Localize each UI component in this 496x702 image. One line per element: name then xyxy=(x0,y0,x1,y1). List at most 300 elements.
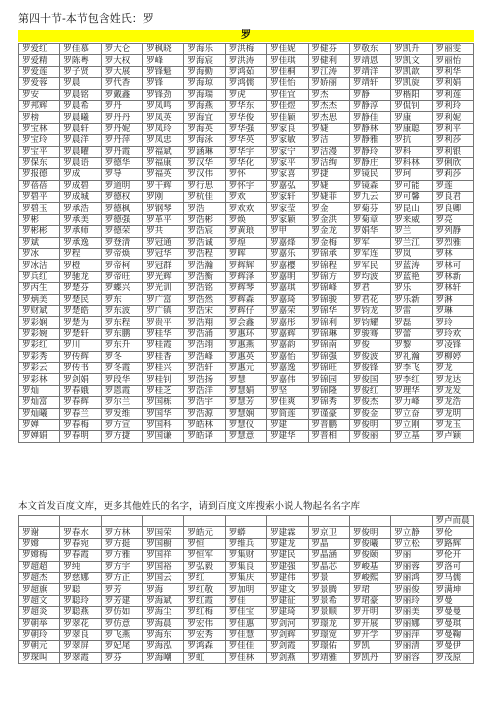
name-cell: 罗嘉韵 xyxy=(267,340,308,351)
name-cell: 罗炳美 xyxy=(19,294,60,305)
name-cell: 罗超文 xyxy=(19,595,60,606)
table-row xyxy=(19,431,474,442)
name-cell: 罗东程 xyxy=(101,317,142,328)
name-cell: 罗可能 xyxy=(391,180,432,191)
name-cell: 罗钧耀 xyxy=(349,317,390,328)
name-cell: 罗俊明 xyxy=(349,419,390,430)
name-cell: 罗蓓蓓 xyxy=(19,180,60,191)
name-cell: 罗锦琳 xyxy=(308,328,349,339)
name-cell: 罗海乐 xyxy=(184,44,225,55)
name-cell: 罗宝林 xyxy=(19,123,60,134)
table-row xyxy=(19,397,474,408)
table-row xyxy=(19,214,474,225)
name-cell: 罗佳琪 xyxy=(267,55,308,66)
table-row xyxy=(19,89,474,100)
name-cell: 罗京卫 xyxy=(308,527,349,538)
name-cell: 罗利平 xyxy=(432,123,473,134)
name-cell: 罗林新 xyxy=(432,271,473,282)
name-cell xyxy=(184,516,225,527)
table-row xyxy=(19,55,474,66)
name-cell: 罗杰杰 xyxy=(308,100,349,111)
name-cell xyxy=(19,516,60,527)
name-cell: 罗锦南 xyxy=(308,340,349,351)
name-cell: 罗曼伊 xyxy=(432,641,473,652)
name-cell: 罗嘉荣 xyxy=(267,305,308,316)
name-cell: 罗芬 xyxy=(101,652,142,663)
table-row xyxy=(19,180,474,191)
name-cell: 罗皓译 xyxy=(184,431,225,442)
table-row xyxy=(19,169,474,180)
name-cell: 罗帝旺 xyxy=(101,271,142,282)
name-cell: 罗丹萍 xyxy=(101,135,142,146)
name-cell: 罗枫晓 xyxy=(143,44,184,55)
name-cell: 罗华俊 xyxy=(225,112,266,123)
name-cell: 罗海嘲 xyxy=(143,652,184,663)
name-cell: 罗珺 xyxy=(349,584,390,595)
name-cell: 罗仿意 xyxy=(101,618,142,629)
name-cell: 罗锋劲 xyxy=(143,89,184,100)
name-cell: 罗超杰 xyxy=(19,572,60,583)
name-cell: 罗锦华 xyxy=(308,305,349,316)
name-cell: 罗曼琪 xyxy=(432,618,473,629)
name-cell: 罗晨曦 xyxy=(60,112,101,123)
name-cell: 罗佳颖 xyxy=(267,112,308,123)
name-cell: 罗丹妮 xyxy=(101,123,142,134)
table-row xyxy=(19,135,474,146)
name-cell: 罗静林 xyxy=(349,123,390,134)
name-cell: 罗浩宸 xyxy=(184,226,225,237)
table-row xyxy=(19,157,474,168)
name-cell: 罗丙生 xyxy=(19,283,60,294)
table-row xyxy=(19,123,474,134)
name-cell: 罗蟒 xyxy=(225,527,266,538)
name-cell: 罗杭佳 xyxy=(184,192,225,203)
name-cell: 罗浩翊 xyxy=(184,340,225,351)
name-cell: 罗戴鑫 xyxy=(101,89,142,100)
name-cell: 罗林可 xyxy=(432,260,473,271)
name-cell: 罗桂芝 xyxy=(143,385,184,396)
name-cell: 罗超超 xyxy=(19,561,60,572)
name-cell: 罗浩扬 xyxy=(184,374,225,385)
name-cell: 罗宏秀 xyxy=(184,629,225,640)
name-cell: 罗虎 xyxy=(225,89,266,100)
name-cell: 罗海琼 xyxy=(184,78,225,89)
name-cell: 罗川 xyxy=(60,340,101,351)
name-cell: 罗会鑫 xyxy=(225,317,266,328)
name-cell: 罗芳 xyxy=(101,584,142,595)
name-cell: 罗传书 xyxy=(60,362,101,373)
name-cell: 罗龙明 xyxy=(432,408,473,419)
name-cell: 罗理华 xyxy=(391,385,432,396)
name-cell: 罗靖轩 xyxy=(349,78,390,89)
name-cell: 罗利妮 xyxy=(432,112,473,123)
name-cell: 罗立松 xyxy=(391,538,432,549)
name-cell: 罗晨洋 xyxy=(60,135,101,146)
name-cell: 罗辉泽 xyxy=(225,271,266,282)
name-cell: 罗德荣 xyxy=(101,226,142,237)
name-cell: 罗凯旋 xyxy=(391,78,432,89)
table-row xyxy=(19,408,474,419)
name-cell: 罗浩衡 xyxy=(184,271,225,282)
name-cell: 罗海斌 xyxy=(143,595,184,606)
name-cell: 罗茂原 xyxy=(432,652,473,663)
name-cell: 罗家平 xyxy=(267,157,308,168)
name-cell: 罗珂 xyxy=(391,169,432,180)
name-cell: 罗君花 xyxy=(349,294,390,305)
name-cell: 罗楚皓 xyxy=(60,305,101,316)
name-cell: 罗丽雯 xyxy=(432,44,473,55)
table-row xyxy=(19,328,474,339)
name-cell: 罗兵红 xyxy=(19,271,60,282)
name-cell: 罗海泳 xyxy=(184,135,225,146)
name-cell xyxy=(308,516,349,527)
name-cell: 罗成 xyxy=(60,169,101,180)
name-cell: 罗惠元 xyxy=(225,362,266,373)
name-cell: 罗晖 xyxy=(225,249,266,260)
name-cell: 罗斌 xyxy=(19,237,60,248)
name-cell: 罗蓝涛 xyxy=(391,260,432,271)
name-cell: 罗欢 xyxy=(225,192,266,203)
name-cell: 罗景腾 xyxy=(308,584,349,595)
name-cell: 罗鸿儒 xyxy=(225,78,266,89)
name-cell: 罗俊 xyxy=(349,340,390,351)
name-cell: 罗锦园 xyxy=(308,374,349,385)
name-cell: 罗乐 xyxy=(391,283,432,294)
name-cell: 罗嘉彤 xyxy=(267,317,308,328)
name-cell: 罗建龙 xyxy=(267,538,308,549)
name-cell: 罗浩宋 xyxy=(184,305,225,316)
name-cell: 罗金洪 xyxy=(308,214,349,225)
name-cell: 罗翠霞 xyxy=(60,652,101,663)
name-cell: 罗桂钊 xyxy=(143,374,184,385)
name-cell: 罗嘉伟 xyxy=(267,374,308,385)
name-cell: 罗佳妮 xyxy=(267,44,308,55)
name-cell: 罗慧娟 xyxy=(225,385,266,396)
name-cell: 罗宝玲 xyxy=(19,135,60,146)
name-cell: 罗海尘 xyxy=(143,607,184,618)
name-cell: 罗惠燕 xyxy=(225,340,266,351)
name-cell: 罗冬霞 xyxy=(101,362,142,373)
name-cell: 罗代香 xyxy=(101,78,142,89)
name-cell: 罗虹 xyxy=(184,652,225,663)
name-cell: 罗杰 xyxy=(308,89,349,100)
name-cell: 罗桂香 xyxy=(143,351,184,362)
name-cell: 罗佳慕 xyxy=(60,44,101,55)
name-cell: 罗娟华 xyxy=(349,226,390,237)
table-row xyxy=(19,595,474,606)
name-cell: 罗春娥 xyxy=(60,385,101,396)
name-cell xyxy=(101,516,142,527)
name-cell: 罗爱精 xyxy=(19,55,60,66)
name-cell: 罗慈娜 xyxy=(60,572,101,583)
name-cell: 罗凤鸣 xyxy=(143,100,184,111)
name-cell: 罗浩涌 xyxy=(184,328,225,339)
name-cell: 罗晋鹏 xyxy=(308,419,349,430)
name-cell: 罗春水 xyxy=(60,527,101,538)
name-cell: 罗安 xyxy=(19,89,60,100)
name-cell: 罗红梅 xyxy=(184,607,225,618)
name-cell: 罗丽美 xyxy=(391,607,432,618)
name-cell: 罗冠通 xyxy=(143,237,184,248)
name-cell: 罗晶涵 xyxy=(308,550,349,561)
name-cell: 罗彩秀 xyxy=(19,351,60,362)
name-cell: 罗方宣 xyxy=(101,419,142,430)
name-cell: 罗家莹 xyxy=(267,203,308,214)
name-cell: 罗利银 xyxy=(432,146,473,157)
name-cell: 罗丹丹 xyxy=(101,112,142,123)
name-cell: 罗彩林 xyxy=(19,374,60,385)
name-cell: 罗军 xyxy=(349,237,390,248)
name-cell: 罗丹霞 xyxy=(101,146,142,157)
name-cell: 罗帝焕 xyxy=(101,249,142,260)
name-cell: 罗方林 xyxy=(101,527,142,538)
name-cell: 罗琛叫 xyxy=(19,652,60,663)
name-cell: 罗家喜 xyxy=(267,169,308,180)
name-cell: 罗凯升 xyxy=(391,44,432,55)
name-cell: 罗峻熙 xyxy=(349,572,390,583)
name-cell: 罗锦承 xyxy=(308,249,349,260)
name-cell: 罗婕 xyxy=(308,180,349,191)
name-cell: 罗建琦 xyxy=(267,607,308,618)
name-cell: 罗兰 xyxy=(391,226,432,237)
name-cell: 罗晶芯 xyxy=(308,561,349,572)
name-cell: 罗桂华 xyxy=(143,328,184,339)
name-cell: 罗发维 xyxy=(101,408,142,419)
name-cell: 罗满坤 xyxy=(432,584,473,595)
name-cell: 罗洪涛 xyxy=(225,55,266,66)
name-cell: 罗浩宇 xyxy=(184,397,225,408)
name-cell: 罗慧芳 xyxy=(225,397,266,408)
name-cell: 罗彬 xyxy=(19,214,60,225)
name-cell: 罗楷阳 xyxy=(391,89,432,100)
name-cell: 罗灿曦 xyxy=(19,408,60,419)
name-cell: 罗锦隆 xyxy=(308,385,349,396)
name-cell: 罗浩峰 xyxy=(184,351,225,362)
name-cell: 罗坚 xyxy=(267,385,308,396)
name-cell: 罗龙玉 xyxy=(432,419,473,430)
name-cell: 罗海瑞 xyxy=(184,89,225,100)
name-cell: 罗礼瀚 xyxy=(391,351,432,362)
name-cell: 罗汉伟 xyxy=(184,169,225,180)
name-cell: 罗浩然 xyxy=(184,294,225,305)
name-cell: 罗洪梅 xyxy=(225,44,266,55)
name-cell: 罗均波 xyxy=(349,271,390,282)
name-cell: 罗家宁 xyxy=(267,146,308,157)
name-cell: 罗国荣 xyxy=(143,527,184,538)
name-cell: 罗可馨 xyxy=(391,192,432,203)
name-cell: 罗朝元 xyxy=(19,641,60,652)
name-cell: 罗凌锋 xyxy=(432,340,473,351)
name-cell: 罗简莲 xyxy=(267,408,308,419)
name-cell: 罗剑霞 xyxy=(267,641,308,652)
name-cell: 罗楚轩 xyxy=(60,328,101,339)
name-cell: 罗马儒 xyxy=(432,572,473,583)
name-cell: 罗开展 xyxy=(349,618,390,629)
name-cell: 罗慧意 xyxy=(225,431,266,442)
name-cell: 罗灿富 xyxy=(19,397,60,408)
name-cell: 罗佳怡 xyxy=(267,78,308,89)
name-cell: 罗健利 xyxy=(308,55,349,66)
name-cell: 罗丹 xyxy=(101,100,142,111)
name-cell: 罗集良 xyxy=(225,561,266,572)
name-cell: 罗菊芬 xyxy=(349,203,390,214)
name-cell: 罗俊杰 xyxy=(349,397,390,408)
name-cell: 罗东升 xyxy=(101,340,142,351)
name-cell: 罗丽容 xyxy=(391,652,432,663)
table-row xyxy=(19,66,474,77)
name-cell: 罗抗 xyxy=(391,135,432,146)
name-cell: 罗春明 xyxy=(60,431,101,442)
name-cell: 罗慧 xyxy=(225,374,266,385)
name-cell: 罗嘉乐 xyxy=(267,249,308,260)
name-cell: 罗海宜 xyxy=(184,112,225,123)
name-cell: 罗建 xyxy=(267,419,308,430)
name-cell: 罗国科 xyxy=(143,419,184,430)
name-cell: 罗景 xyxy=(308,572,349,583)
name-cell: 罗革平 xyxy=(143,214,184,225)
name-cell: 罗黎 xyxy=(391,340,432,351)
name-cell xyxy=(391,516,432,527)
name-cell: 罗伦 xyxy=(432,527,473,538)
name-cell: 罗冬 xyxy=(101,351,142,362)
name-cell: 罗玲 xyxy=(432,317,473,328)
table-row xyxy=(19,629,474,640)
table-row xyxy=(19,78,474,89)
name-cell: 罗婵 xyxy=(19,419,60,430)
name-cell: 罗晨轩 xyxy=(60,123,101,134)
name-cell: 罗昆山 xyxy=(391,203,432,214)
table-row xyxy=(19,294,474,305)
name-cell: 罗浩诚 xyxy=(184,237,225,248)
name-cell: 罗康 xyxy=(391,112,432,123)
name-cell: 罗家良 xyxy=(267,123,308,134)
name-cell: 罗柳婷 xyxy=(432,351,473,362)
name-cell: 罗蝶兴 xyxy=(101,283,142,294)
name-cell: 罗俊红 xyxy=(349,385,390,396)
name-cell: 罗曼鞠 xyxy=(432,629,473,640)
name-cell: 罗锦峰 xyxy=(308,283,349,294)
name-cell: 罗集财 xyxy=(225,550,266,561)
name-cell: 罗伦开 xyxy=(432,550,473,561)
name-cell: 罗锦方 xyxy=(308,271,349,282)
name-cell: 罗俊金 xyxy=(349,408,390,419)
name-cell: 罗承浩 xyxy=(60,203,101,214)
name-cell: 罗凯丹 xyxy=(349,652,390,663)
name-cell: 罗俊锋 xyxy=(349,362,390,373)
name-cell: 罗朝玲 xyxy=(19,629,60,640)
name-cell: 罗利莎 xyxy=(432,135,473,146)
table-row xyxy=(19,203,474,214)
table-row xyxy=(19,550,474,561)
name-cell: 罗凤英 xyxy=(143,112,184,123)
name-cell: 罗家颖 xyxy=(267,214,308,225)
name-cell xyxy=(60,516,101,527)
name-cell: 罗碧平 xyxy=(19,192,60,203)
name-cell: 罗佳爽 xyxy=(267,397,308,408)
name-cell: 罗翠良 xyxy=(60,629,101,640)
name-cell: 罗超旗 xyxy=(19,584,60,595)
name-cell: 罗丽清 xyxy=(391,641,432,652)
source-note: 本文首发百度文库，更多其他姓氏的名字，请到百度文库搜索小说人物起名名字库 xyxy=(18,501,361,512)
name-cell: 罗嘉明 xyxy=(267,271,308,282)
name-cell: 罗岚 xyxy=(391,249,432,260)
name-cell: 罗丽萍 xyxy=(391,629,432,640)
name-cell: 罗丽玲 xyxy=(391,595,432,606)
name-cell: 罗海晨 xyxy=(143,618,184,629)
name-cell: 罗璟宽 xyxy=(308,629,349,640)
name-cell: 罗涵琳 xyxy=(184,146,225,157)
name-cell: 罗东波 xyxy=(101,305,142,316)
name-cell: 罗谢 xyxy=(19,527,60,538)
name-cell: 罗光辉 xyxy=(143,271,184,282)
name-cell: 罗镜民 xyxy=(349,169,390,180)
name-cell: 罗浩洋 xyxy=(184,385,225,396)
table-row xyxy=(19,572,474,583)
name-cell: 罗黄琅 xyxy=(225,226,266,237)
name-cell: 罗蓝艳 xyxy=(391,271,432,282)
name-cell: 罗刚 xyxy=(143,192,184,203)
name-cell: 罗健芬 xyxy=(308,44,349,55)
name-cell: 罗段华 xyxy=(101,374,142,385)
name-cell: 罗冰洁 xyxy=(19,260,60,271)
name-cell: 罗彩云 xyxy=(19,362,60,373)
name-cell: 罗广富 xyxy=(143,294,184,305)
name-cell: 罗静 xyxy=(349,89,390,100)
name-cell: 罗军连 xyxy=(349,249,390,260)
name-cell: 罗锋 xyxy=(143,78,184,89)
name-cell: 罗洁 xyxy=(308,135,349,146)
name-cell: 罗鸿茹 xyxy=(225,66,266,77)
name-cell: 罗锦旺 xyxy=(308,362,349,373)
name-cell: 罗海东 xyxy=(143,629,184,640)
name-cell: 罗烈雅 xyxy=(432,237,473,248)
name-cell: 罗蕾 xyxy=(391,328,432,339)
table-row xyxy=(19,561,474,572)
name-cell: 罗国栋 xyxy=(143,397,184,408)
name-cell: 罗婵娟 xyxy=(19,431,60,442)
name-cell: 罗东鹏 xyxy=(101,328,142,339)
name-cell: 罗怀 xyxy=(225,169,266,180)
name-cell: 罗嘉琦 xyxy=(267,294,308,305)
name-cell: 罗靖洋 xyxy=(349,66,390,77)
name-cell: 罗曼 xyxy=(432,595,473,606)
name-cell: 罗钢琴 xyxy=(143,203,184,214)
name-cell: 罗立静 xyxy=(391,527,432,538)
name-cell: 罗大展 xyxy=(101,66,142,77)
name-cell: 罗皓林 xyxy=(184,419,225,430)
name-cell: 罗锦骏 xyxy=(308,294,349,305)
name-cell: 罗嫦 xyxy=(19,538,60,549)
name-cell: 罗尔兰 xyxy=(101,397,142,408)
name-cell: 罗静淳 xyxy=(349,100,390,111)
name-cell: 罗大仑 xyxy=(101,44,142,55)
name-cell: 罗方宇 xyxy=(101,561,142,572)
name-cell: 罗立基 xyxy=(391,431,432,442)
name-cell: 罗海勤 xyxy=(184,66,225,77)
name-table-main xyxy=(18,43,474,443)
name-cell: 罗楚为 xyxy=(60,317,101,328)
name-cell: 罗璟龙 xyxy=(308,618,349,629)
name-cell: 罗德华 xyxy=(101,157,142,168)
table-row xyxy=(19,100,474,111)
name-cell: 罗春梅 xyxy=(60,419,101,430)
name-cell: 罗龙发 xyxy=(432,385,473,396)
name-cell: 罗德枫 xyxy=(101,203,142,214)
name-cell: 罗佳宜 xyxy=(267,89,308,100)
name-cell: 罗丽 xyxy=(391,550,432,561)
name-cell: 罗保东 xyxy=(19,157,60,168)
name-cell: 罗海燕 xyxy=(184,100,225,111)
